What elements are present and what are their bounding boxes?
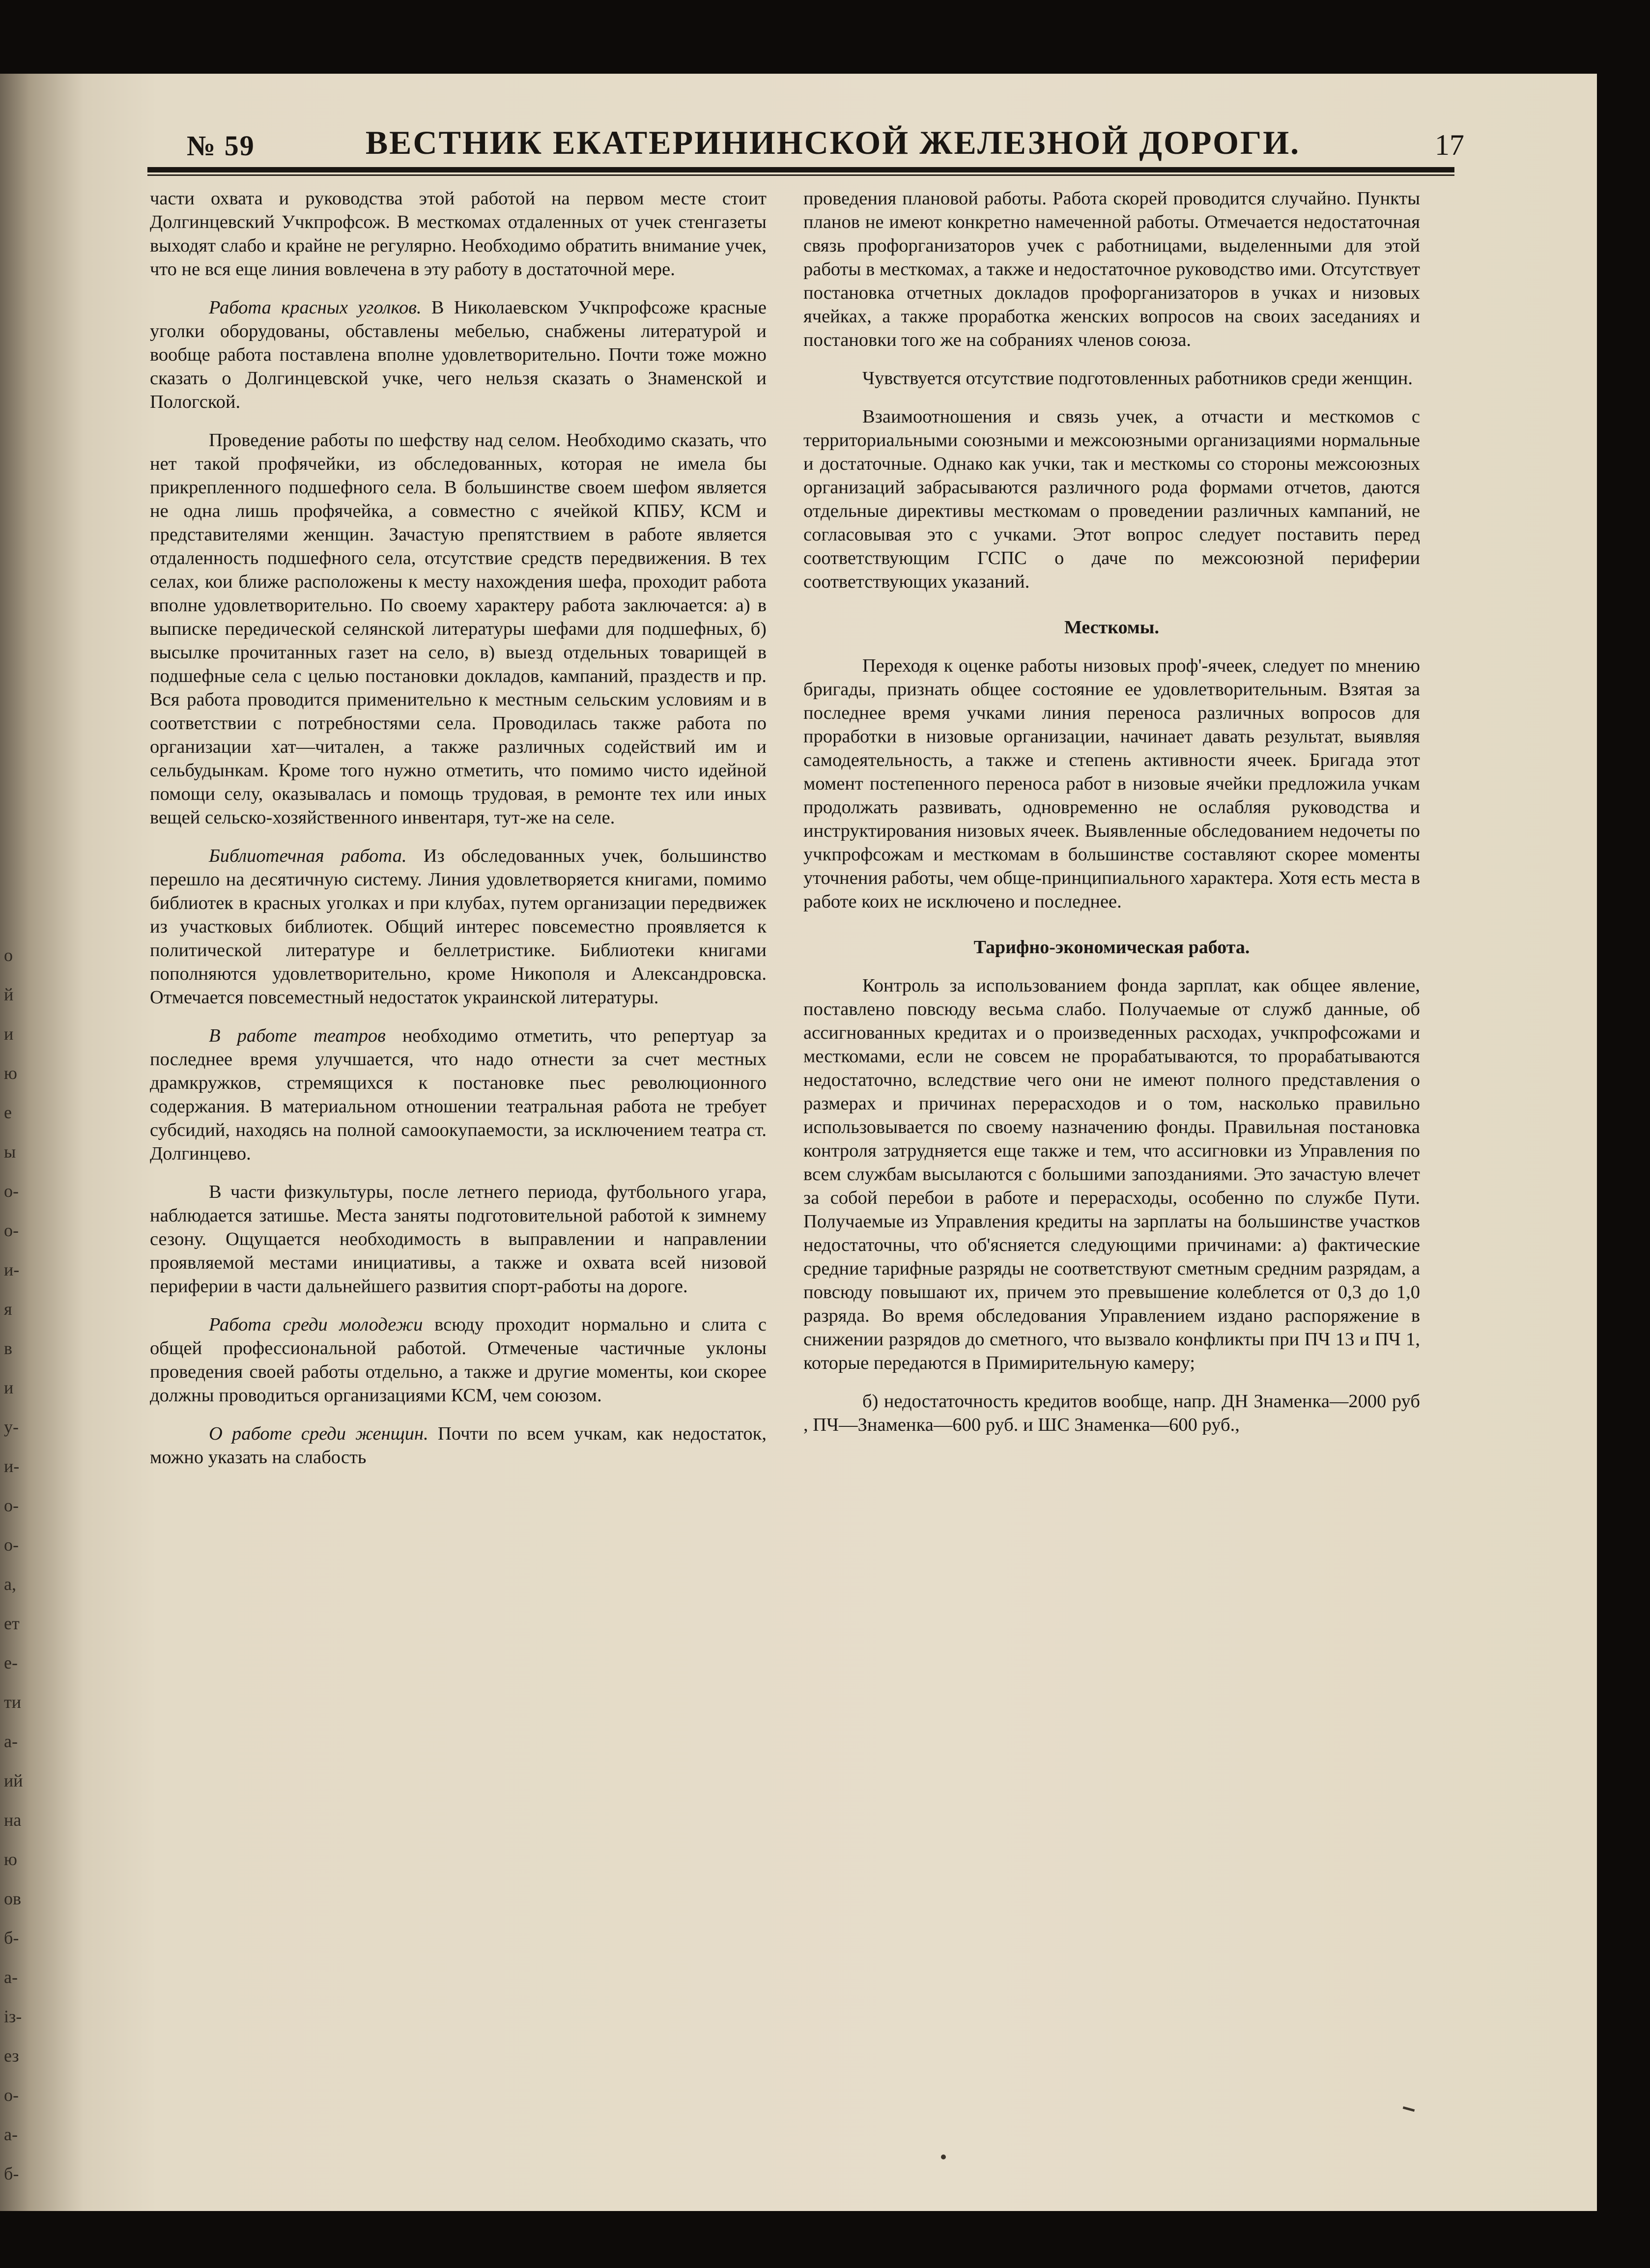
paragraph xyxy=(803,187,1420,352)
paragraph xyxy=(150,428,767,829)
paragraph-text: Почти по всем учкам, как недостаток, можно указать на слабость xyxy=(150,1423,767,1468)
paragraph-text: Контроль за использованием фонда зарплат, как общее явление, поставлено повсюду весьма слабо. Получаемые от служб данные, об ассигнованных кредитах и о произведенных расходах, учкпрофсожами и месткомами, если не совсем не прорабатываются, то прорабатываются недостаточно, вследствие чего они не имеют полного представления о размерах и причинах перерасходов и о том, насколько правильно использовывается по своему назначению фонды. Правильная постановка контроля затрудняется еще также и тем, что ассигновки из Управления по всем службам высылаются с большими запозданиями. Это зачастую влечет за собой перебои в работе и перерасходы, особенно по службе Пути. Получаемые из Управления кредиты на зарплаты на большинстве участков недостаточны, что об'ясняется следующими причинами: а) фактические средние тарифные разряды не соответствуют сметным средним разрядам, а повсюду повышают их, причем это превышение колеблется от 0,3 до 1,0 разряда. Во время обследования Управлением издано распоряжение в снижении разрядов до сметного, что вызвало конфликты при ПЧ 13 и ПЧ 1, которые передаются в Примирительную камеру; xyxy=(803,975,1420,1373)
scan-border-right xyxy=(1597,0,1650,2268)
margin-fragment: е- xyxy=(4,1653,18,1673)
paragraph xyxy=(150,1313,767,1407)
margin-fragment: и- xyxy=(4,1260,20,1279)
ink-dot xyxy=(941,2155,946,2159)
header-rule-thin xyxy=(147,174,1454,176)
paragraph-lead: Работа среди молодежи xyxy=(209,1314,423,1335)
header-rule xyxy=(147,167,1454,172)
paragraph-text: Проведение работы по шефству над селом. Необходимо сказать, что нет такой профячейки, из обследованных, которая не имела бы прикрепленного подшефного села. В большинстве своем шефом является не одна лишь профячейка, а совместно с ячейкой КПБУ, КСМ и представителями женщин. Зачастую препятствием в работе является отдаленность подшефного села, отсутствие средств передвижения. В тех селах, кои ближе расположены к месту нахождения шефа, проходит работа вполне удовлетворительно. По своему характеру работа заключается: а) в выписке передической селянской литературы шефами для подшефных, б) высылке прочитанных газет на село, в) выезд отдельных товарищей в подшефные села с целью постановки докладов, кампаний, праздеств и пр. Вся работа проводится применительно к местным сельским условиям и в соответствии с потребностями села. Проводилась также работа по организации хат—читален, а также различных содействий им и сельбудынкам. Кроме того нужно отметить, что помимо чисто идейной помощи селу, оказывалась и помощь трудовая, в ремонте тех или иных вещей сельско-хозяйственного инвентаря, тут-же на селе. xyxy=(150,430,767,828)
paragraph-lead: В работе театров xyxy=(209,1025,386,1046)
margin-fragment: б- xyxy=(4,2164,19,2183)
margin-fragment: ий xyxy=(4,1771,23,1790)
margin-fragment: б- xyxy=(4,1928,19,1948)
margin-fragment: о- xyxy=(4,1181,19,1201)
paragraph-text: Переходя к оценке работы низовых проф'-ячеек, следует по мнению бригады, признать общее состояние ее удовлетворительным. Взятая за последнее время учками линия переноса различных вопросов для проработки в низовые организации, начинает давать результат, выявляя самодеятельность, а также и степень активности ячеек. Бригада этот момент постепенного переноса работ в низовые ячейки предложила учкам продолжать развивать, одновременно не ослабляя руководства и инструктирования низовых ячеек. Выявленные обследованием недочеты по учкпрофсожам и месткомам в большинстве составляют скорее моменты уточнения работы, чем обще-принципиального характера. Хотя есть места в работе коих не исключено и последнее. xyxy=(803,655,1420,912)
margin-fragment: ет xyxy=(4,1614,20,1633)
paragraph xyxy=(803,367,1420,390)
margin-fragment: и- xyxy=(4,1456,20,1476)
margin-fragment: ю xyxy=(4,1849,17,1869)
paragraph-text: Взаимоотношения и связь учек, а отчасти и месткомов с территориальными союзными и межсоюзными организациями нормальные и достаточные. Однако как учки, так и месткомы со стороны межсоюзных организаций забрасываются различного рода формами отчетов, даются отдельные директивы месткомам о проведении различных кампаний, не согласовывая это с учками. Этот вопрос следует поставить перед соответствующим ГСПС о даче по межсоюзной периферии соответствующих указаний. xyxy=(803,406,1420,592)
margin-fragment: із- xyxy=(4,2007,22,2026)
journal-title: ВЕСТНИК ЕКАТЕРИНИНСКОЙ ЖЕЛЕЗНОЙ ДОРОГИ. xyxy=(365,124,1301,161)
page-header xyxy=(187,123,1464,162)
paragraph-text: Чувствуется отсутствие подготовленных работников среди женщин. xyxy=(862,368,1413,389)
page-number: 17 xyxy=(1435,129,1464,161)
scan-border-top xyxy=(0,0,1650,74)
paragraph xyxy=(803,1389,1420,1437)
paragraph xyxy=(803,405,1420,594)
paragraph-text: Из обследованных учек, большинство перешло на десятичную систему. Линия удовлетворяется книгами, помимо библиотек в красных уголках и при клубах, путем организации передвижек из участковых библиотек. Общий интерес повсеместно проявляется к политической литературе и беллетристике. Библиотеки книгами пополняются удовлетворительно, кроме Никополя и Александровска. Отмечается повсеместный недостаток украинской литературы. xyxy=(150,846,767,1008)
paragraph-lead: Работа красных уголков. xyxy=(209,297,422,318)
issue-number: № 59 xyxy=(187,130,255,162)
margin-fragment: ов xyxy=(4,1889,21,1908)
right-column xyxy=(803,187,1420,1451)
margin-fragment: я xyxy=(4,1299,12,1319)
margin-fragment: а- xyxy=(4,1967,18,1987)
margin-fragment: а, xyxy=(4,1574,16,1594)
paragraph xyxy=(150,1180,767,1298)
margin-fragment: ти xyxy=(4,1692,21,1712)
paragraph-text: б) недостаточность кредитов вообще, напр. ДН Знаменка—2000 руб , ПЧ—Знаменка—600 руб. и ШС Знаменка—600 руб., xyxy=(803,1391,1420,1435)
margin-fragment: й xyxy=(4,985,14,1004)
left-column xyxy=(150,187,767,1484)
margin-fragment: и xyxy=(4,1024,14,1044)
paragraph-lead: Библиотечная работа. xyxy=(209,846,407,866)
margin-fragment: о- xyxy=(4,1535,19,1555)
paragraph xyxy=(150,187,767,281)
section-heading: Тарифно-экономическая работа. xyxy=(973,937,1250,958)
margin-fragment: о- xyxy=(4,1496,19,1515)
paragraph-text: В части физкультуры, после летнего периода, футбольного угара, наблюдается затишье. Места заняты подготовительной работой к зимнему сезону. Ощущается необходимость в выправлении и направлении проявляемой местами инициативы, а также и охвата всей низовой периферии в части дальнейшего развития спорт-работы на дороге. xyxy=(150,1182,767,1297)
ink-dash xyxy=(1403,2106,1415,2112)
margin-fragment: на xyxy=(4,1810,22,1830)
margin-fragment: ы xyxy=(4,1142,16,1162)
paragraph xyxy=(803,974,1420,1375)
margin-fragment: и xyxy=(4,1378,14,1397)
paragraph xyxy=(150,1024,767,1165)
margin-fragment: е xyxy=(4,1103,12,1122)
margin-fragment: у- xyxy=(4,1417,19,1437)
paragraph xyxy=(150,296,767,414)
margin-fragment: в xyxy=(4,1338,12,1358)
paragraph-text: части охвата и руководства этой работой на первом месте стоит Долгинцевский Учкпрофсож. В месткомах отдаленных от учек стенгазеты выходят слабо и крайне не регулярно. Необходимо обратить внимание учек, что не вся еще линия вовлечена в эту работу в достаточной мере. xyxy=(150,188,767,280)
paragraph-text: всюду проходит нормально и слита с общей профессиональной работой. Отмеченые частичные уклоны проведения своей работы отдельно, а также и другие моменты, кои скорее должны проводиться организациями КСМ, чем союзом. xyxy=(150,1314,767,1406)
paragraph xyxy=(150,1422,767,1469)
paragraph-text: необходимо отметить, что репертуар за последнее время улучшается, что надо отнести за счет местных драмкружков, стремящихся к постановке пьес революционного содержания. В материальном отношении театральная работа не требует субсидий, находясь на полной самоокупаемости, за исключением театра ст. Долгинцево. xyxy=(150,1025,767,1164)
margin-fragment: о- xyxy=(4,1220,19,1240)
margin-fragment: ю xyxy=(4,1063,17,1083)
margin-fragment: ез xyxy=(4,2046,19,2066)
paragraph-text: проведения плановой работы. Работа скорей проводится случайно. Пункты планов не имеют конкретно намеченной работы. Отмечается недостаточная связь профорганизаторов учек с работницами, выделенными для этой работы в месткомах, а также и недостаточное руководство ими. Отсутствует постановка отчетных докладов профорганизаторов в учках и низовых ячейках, а также проработка женских вопросов на своих заседаниях и постановки того же на собраниях членов союза. xyxy=(803,188,1420,350)
paragraph-lead: О работе среди женщин. xyxy=(209,1423,428,1444)
paragraph-text: В Николаевском Учкпрофсоже красные уголки оборудованы, обставлены мебелью, снабжены литературой и вообще работа поставлена вполне удовлетворительно. Почти тоже можно сказать о Долгинцевской учке, чего нельзя сказать о Знаменской и Пологской. xyxy=(150,297,767,412)
margin-fragment: а- xyxy=(4,1731,18,1751)
margin-fragment: о xyxy=(4,945,13,965)
margin-fragment: о- xyxy=(4,2085,19,2105)
scan-border-bottom xyxy=(0,2211,1650,2268)
margin-fragment: а- xyxy=(4,2125,18,2144)
paragraph xyxy=(150,844,767,1009)
section-heading: Месткомы. xyxy=(1064,617,1159,638)
paragraph xyxy=(803,654,1420,913)
